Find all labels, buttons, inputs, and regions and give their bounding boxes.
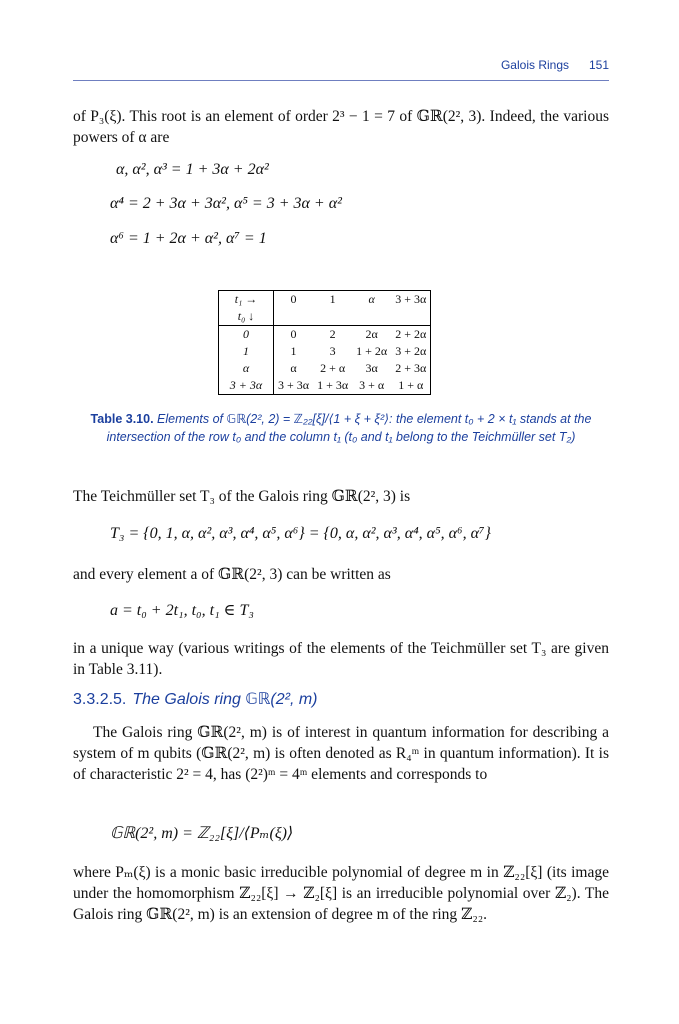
table-cell: α <box>290 361 297 375</box>
paragraph-unique-way: in a unique way (various writings of the elements of the Teichmüller set T₃ are given in Table 3.11). <box>73 640 609 678</box>
paragraph-galois-ring: The Galois ring 𝔾ℝ(2², m) is of interest in quantum information for describing a system of m qubits (𝔾ℝ(2², m) is often denoted as R₄ᵐ in quantum information). It is of characteristic 2² = 4, has (2²)ᵐ = 4ᵐ elements and corresponds to <box>73 724 609 783</box>
page-header <box>73 56 609 81</box>
elements-table <box>218 290 431 395</box>
equation-galois-ring: 𝔾ℝ(2², m) = ℤ₂₂[ξ]/⟨Pₘ(ξ)⟩ <box>110 825 294 842</box>
table-cell: 3 + 3α <box>274 377 314 395</box>
table-cell: 0 <box>290 327 297 341</box>
paragraph-intro: of P₃(ξ). This root is an element of order 2³ − 1 = 7 of 𝔾ℝ(2², 3). Indeed, the various powers of α are <box>73 108 609 146</box>
table-cell: 2 + α <box>320 361 346 375</box>
table-caption <box>73 410 609 446</box>
paragraph-teichmuller: The Teichmüller set T₃ of the Galois ring 𝔾ℝ(2², 3) is <box>73 488 411 505</box>
table-caption-text: Elements of 𝔾ℝ(2², 2) = ℤ₂₂[ξ]/⟨1 + ξ + ξ²⟩: the element t₀ + 2 × t₁ stands at the intersection of the row t₀ and the column t₁ (t₀ and t₁ belong to the Teichmüller set T₂) <box>106 412 592 444</box>
table-header-row <box>219 291 431 309</box>
table-caption-label: Table 3.10. <box>90 412 154 426</box>
table-corner-bottom: t₀ ↓ <box>219 308 274 326</box>
table-cell: 1 + 3α <box>313 377 352 395</box>
table-cell: 2 + 3α <box>391 360 431 377</box>
equation-powers-3: α⁶ = 1 + 2α + α², α⁷ = 1 <box>110 230 267 247</box>
section-number: 3.3.2.5. <box>73 691 127 708</box>
table-col-header: α <box>352 291 391 309</box>
table-cell: 1 + 2α <box>356 344 388 358</box>
table-row-label: 1 <box>219 343 274 360</box>
table-row-label: α <box>219 360 274 377</box>
table-cell: 1 + α <box>391 377 431 395</box>
table-row <box>219 377 431 395</box>
table-cell: 3α <box>365 361 378 375</box>
table-col-header: 1 <box>313 291 352 309</box>
table-row-label: 3 + 3α <box>219 377 274 395</box>
table-cell: 3 + 2α <box>391 343 431 360</box>
table-col-header: 0 <box>274 291 314 309</box>
section-title: The Galois ring 𝔾ℝ(2², m) <box>132 691 318 708</box>
table-row <box>219 343 431 360</box>
equation-powers-1: α, α², α³ = 1 + 3α + 2α² <box>116 161 269 178</box>
table-row <box>219 360 431 377</box>
table-row-label: 0 <box>219 326 274 344</box>
table-cell: 2 <box>329 327 336 341</box>
page-number: 151 <box>588 58 609 72</box>
running-title: Galois Rings <box>500 58 569 72</box>
section-heading <box>73 689 317 709</box>
paragraph-monic-polynomial: where Pₘ(ξ) is a monic basic irreducible polynomial of degree m in ℤ₂₂[ξ] (its image under the homomorphism ℤ₂₂[ξ] → ℤ₂[ξ] is an irreducible polynomial over ℤ₂). The Galois ring 𝔾ℝ(2², m) is an extension of degree m of the ring ℤ₂₂. <box>73 864 609 923</box>
table-cell: 2 + 2α <box>391 326 431 344</box>
equation-teichmuller-set: T₃ = {0, 1, α, α², α³, α⁴, α⁵, α⁶} = {0, α, α², α³, α⁴, α⁵, α⁶, α⁷} <box>110 525 491 542</box>
table-cell: 1 <box>290 344 297 358</box>
table-cell: 3 <box>329 344 336 358</box>
equation-powers-2: α⁴ = 2 + 3α + 3α², α⁵ = 3 + 3α + α² <box>110 195 342 212</box>
table-corner-top: t₁ → <box>219 291 274 309</box>
paragraph-every-element: and every element a of 𝔾ℝ(2², 3) can be written as <box>73 566 391 583</box>
table-col-header: 3 + 3α <box>391 291 431 309</box>
equation-decomposition: a = t₀ + 2t₁, t₀, t₁ ∈ T₃ <box>110 602 254 619</box>
table-cell: 3 + α <box>352 377 391 395</box>
table-cell: 2α <box>365 327 378 341</box>
table-subheader-row <box>219 308 431 326</box>
table-row <box>219 326 431 344</box>
